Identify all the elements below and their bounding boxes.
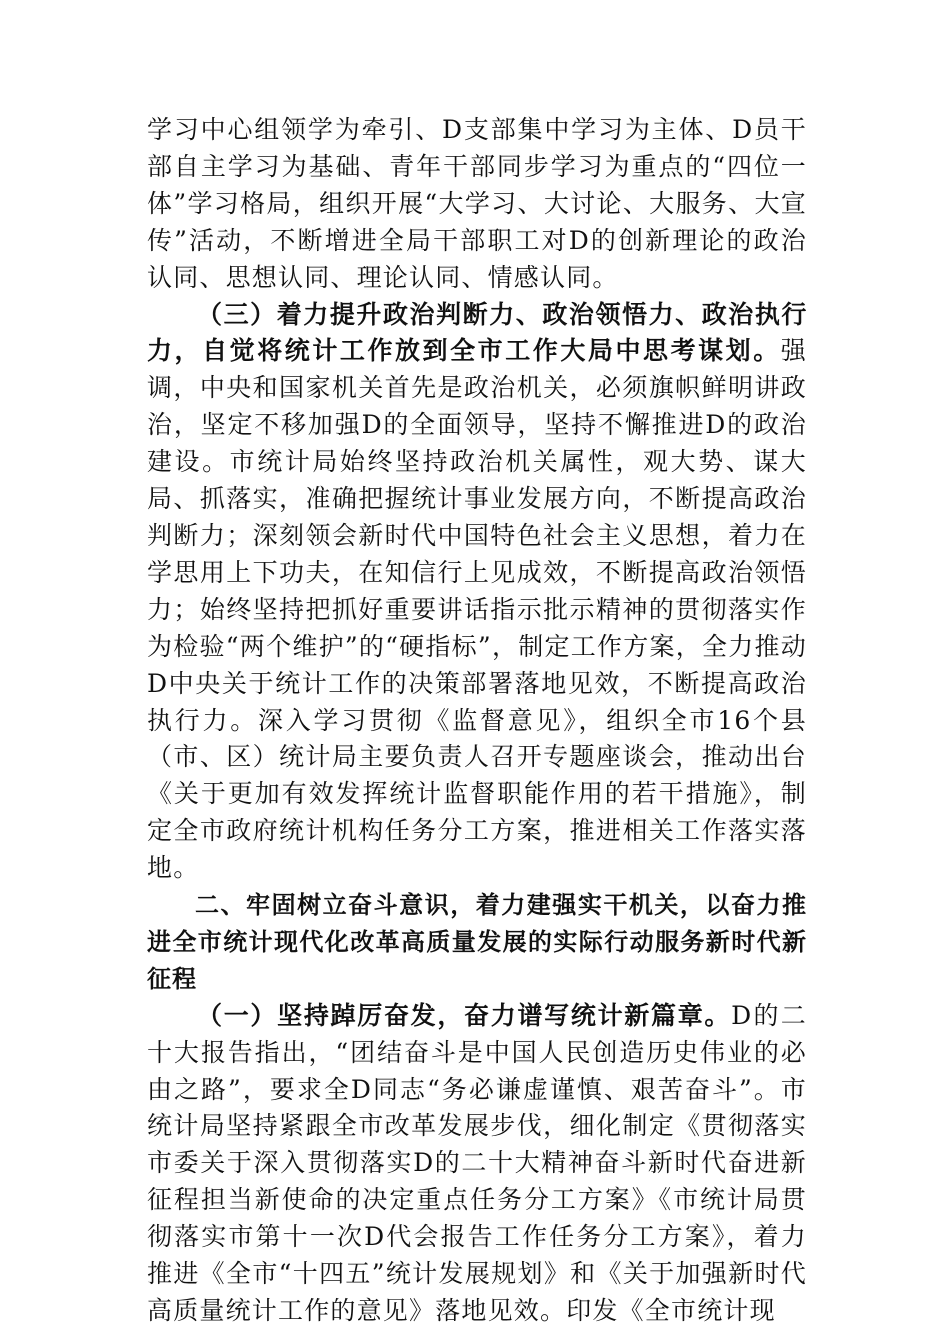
paragraph-striving-body: D的二十大报告指出，“团结奋斗是中国人民创造历史伟业的必由之路”，要求全D同志“务必谦虚谨慎、艰苦奋斗”。市统计局坚持紧跟全市改革发展步伐，细化制定《贯彻落实市委关于深入贯彻落实D的二十大精神奋斗新时代奋进新征程担当新使命的决定重点任务分工方案》《市统计局贯彻落实市第十一次D代会报告工作任务分工方案》，着力推进《全市“十四五”统计发展规划》和《关于加强新时代高质量统计工作的意见》落地见效。印发《全市统计现 <box>147 1000 807 1325</box>
section-heading-two: 二、牢固树立奋斗意识，着力建强实干机关，以奋力推进全市统计现代化改革高质量发展的实际行动服务新时代新征程 <box>147 891 807 993</box>
paragraph-study-pattern: 学习中心组领学为牵引、D支部集中学习为主体、D员干部自主学习为基础、青年干部同步学习为重点的“四位一体”学习格局，组织开展“大学习、大讨论、大服务、大宣传”活动，不断增进全局干部职工对D的创新理论的政治认同、思想认同、理论认同、情感认同。 <box>147 115 807 292</box>
paragraph-striving <box>147 998 807 1330</box>
document-page <box>147 112 807 1330</box>
paragraph-political-ability <box>147 297 807 888</box>
subsection-lead-one: （一）坚持踔厉奋发，奋力谱写统计新篇章。 <box>197 1000 732 1030</box>
subsection-lead-three: （三）着力提升政治判断力、政治领悟力、政治执行力，自觉将统计工作放到全市工作大局中思考谋划。 <box>147 299 807 366</box>
paragraph-political-ability-body: 强调，中央和国家机关首先是政治机关，必须旗帜鲜明讲政治，坚定不移加强D的全面领导，坚持不懈推进D的政治建设。市统计局始终坚持政治机关属性，观大势、谋大局、抓落实，准确把握统计事业发展方向，不断提高政治判断力；深刻领会新时代中国特色社会主义思想，着力在学思用上下功夫，在知信行上见成效，不断提高政治领悟力；始终坚持把抓好重要讲话指示批示精神的贯彻落实作为检验“两个维护”的“硬指标”，制定工作方案，全力推动D中央关于统计工作的决策部署落地见效，不断提高政治执行力。深入学习贯彻《监督意见》，组织全市16个县（市、区）统计局主要负责人召开专题座谈会，推动出台《关于更加有效发挥统计监督职能作用的若干措施》，制定全市政府统计机构任务分工方案，推进相关工作落实落地。 <box>147 336 807 883</box>
